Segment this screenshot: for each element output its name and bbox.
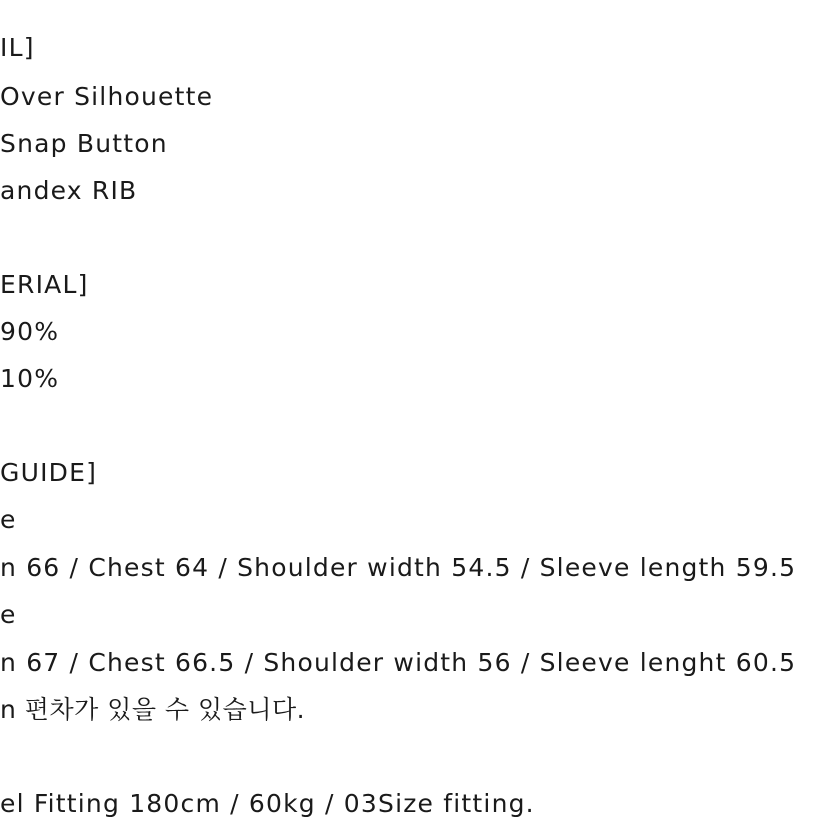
size-guide-heading: GUIDE] — [0, 458, 98, 487]
detail-silhouette: Over Silhouette — [0, 82, 214, 111]
material-line-1: 90% — [0, 317, 60, 346]
material-line-2: 10% — [0, 364, 60, 393]
model-fitting-info: el Fitting 180cm / 60kg / 03Size fitting. — [0, 789, 535, 818]
size-measurements-1: n 66 / Chest 64 / Shoulder width 54.5 / Sleeve length 59.5 — [0, 553, 797, 582]
size-label-2: e — [0, 600, 17, 629]
size-measurements-2: n 67 / Chest 66.5 / Shoulder width 56 / Sleeve lenght 60.5 — [0, 648, 797, 677]
detail-spandex-rib: andex RIB — [0, 176, 138, 205]
material-heading: ERIAL] — [0, 270, 89, 299]
detail-heading: IL] — [0, 33, 35, 62]
detail-snap-button: Snap Button — [0, 129, 168, 158]
size-deviation-note: n 편차가 있을 수 있습니다. — [0, 695, 306, 724]
size-label-1: e — [0, 505, 17, 534]
